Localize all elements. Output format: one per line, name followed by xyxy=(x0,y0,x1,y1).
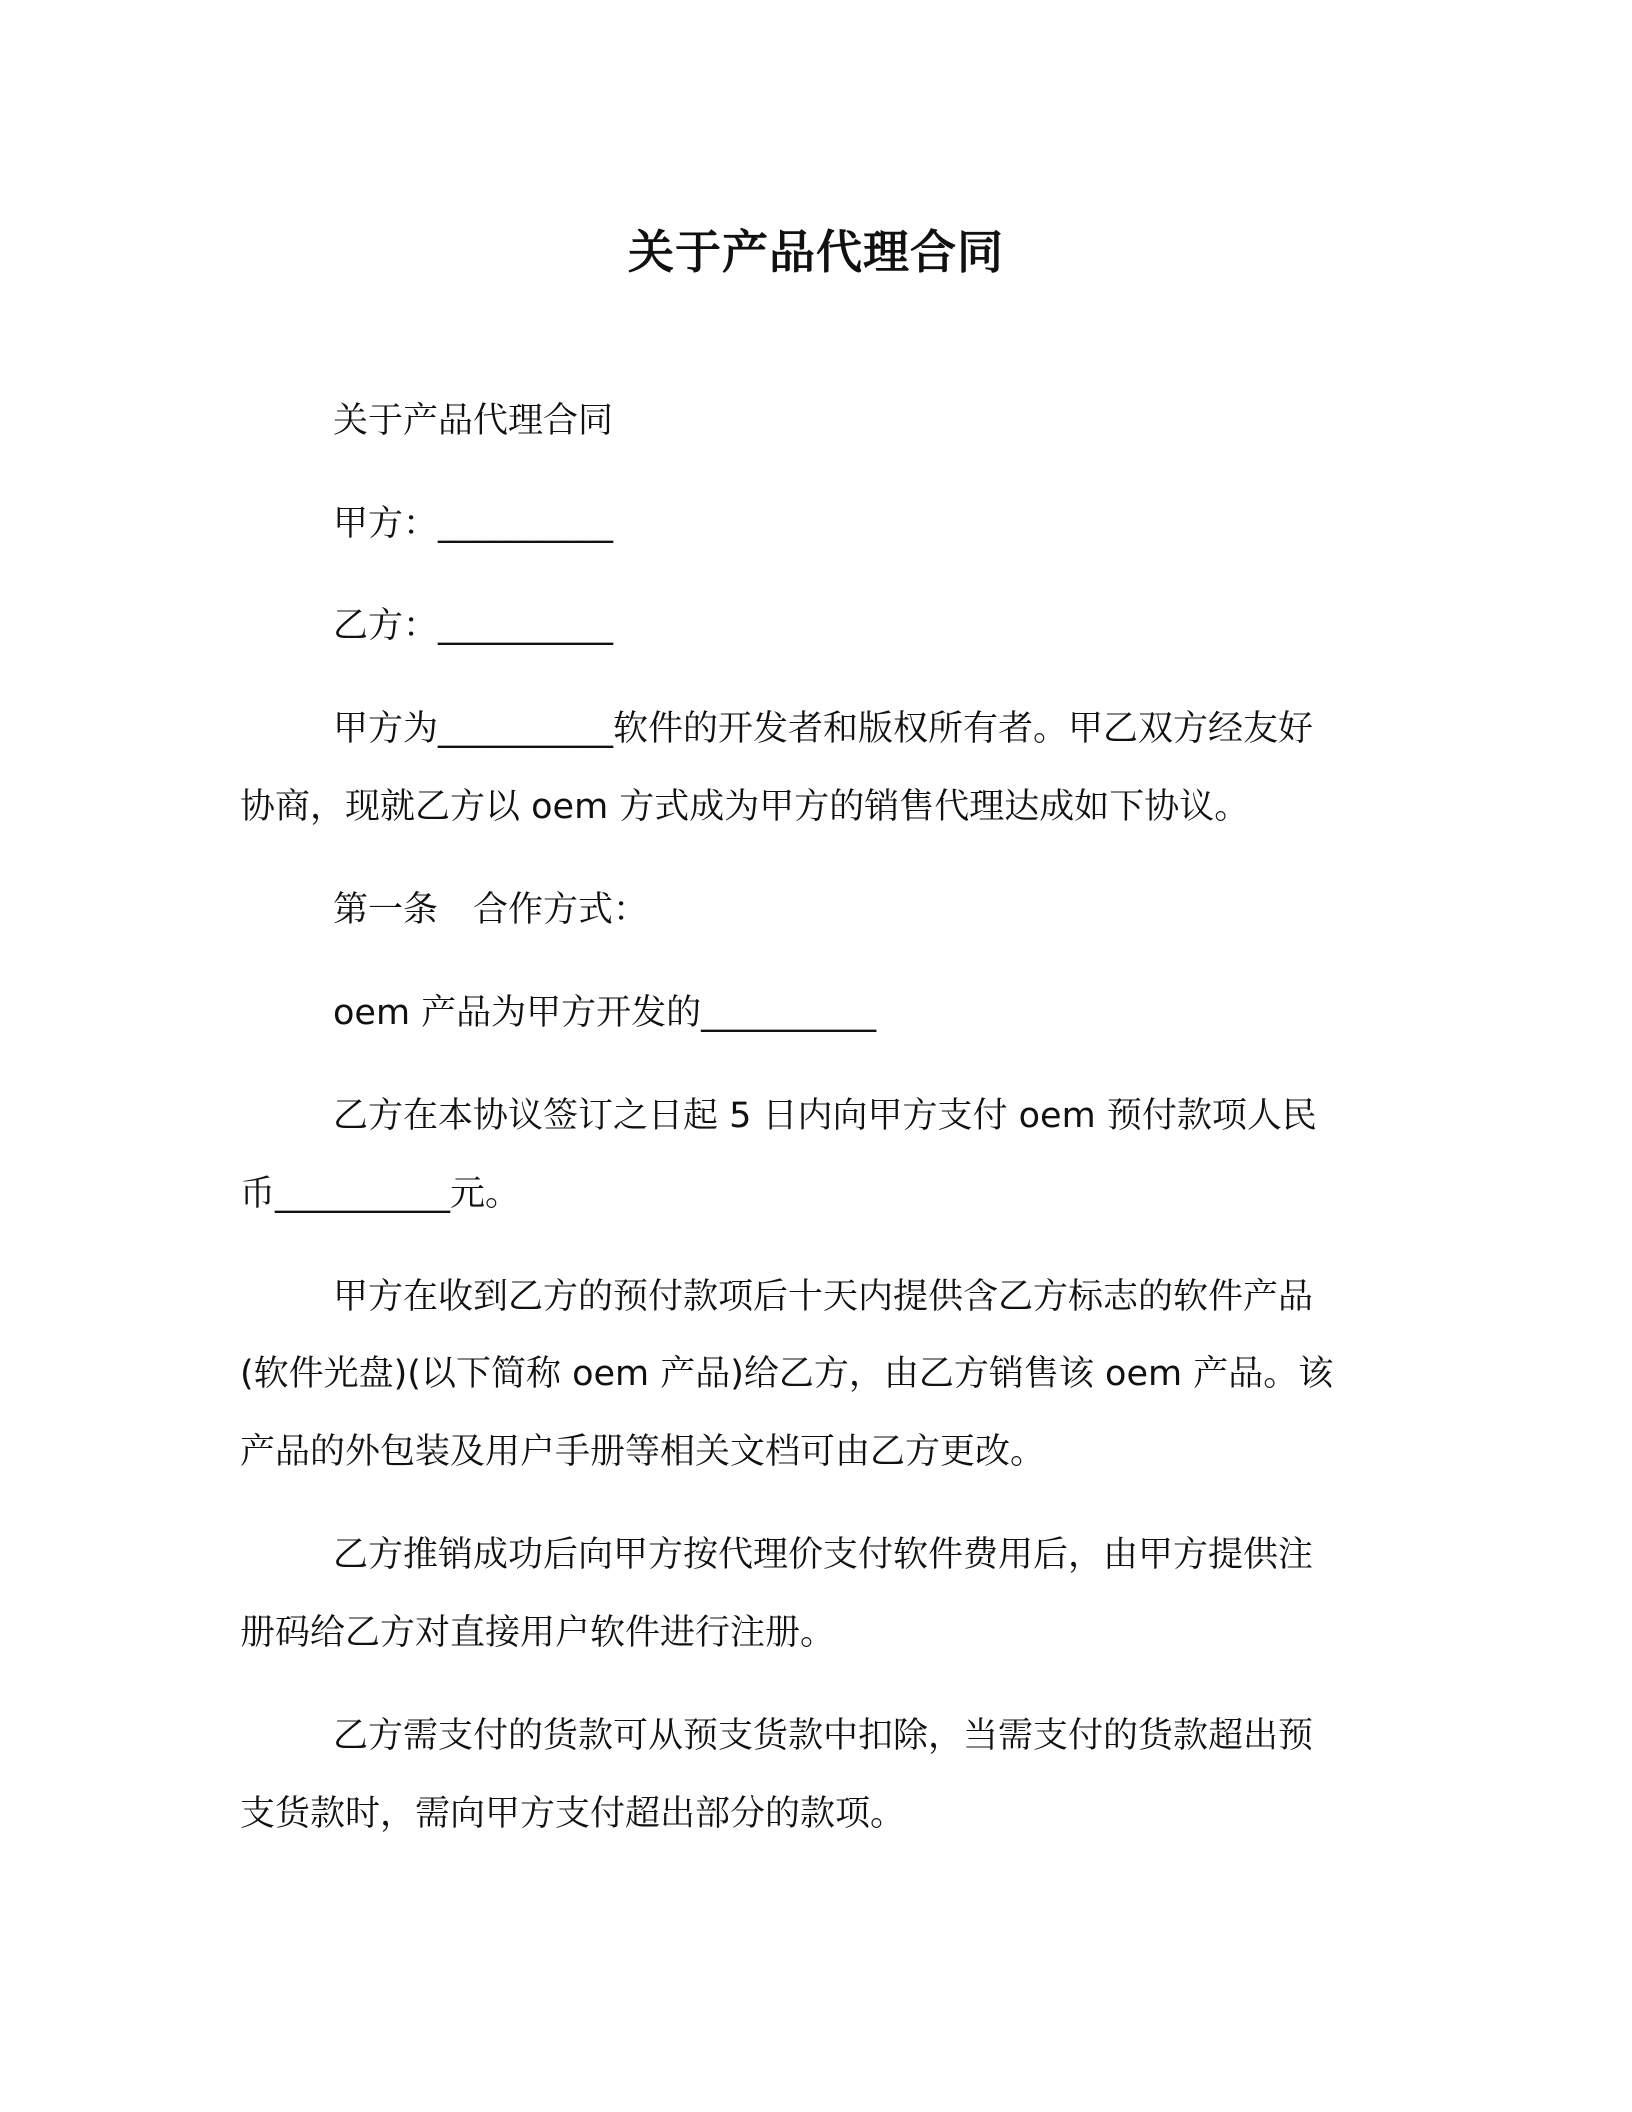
paragraph-line: (软件光盘)(以下简称 oem 产品)给乙方，由乙方销售该 oem 产品。该 xyxy=(240,1354,1334,1394)
subtitle-line: 关于产品代理合同 xyxy=(333,401,614,441)
paragraph-line: 乙方推销成功后向甲方按代理价支付软件费用后，由甲方提供注 xyxy=(333,1535,1314,1575)
paragraph-line: 支货款时，需向甲方支付超出部分的款项。 xyxy=(240,1794,906,1834)
paragraph-line: 协商，现就乙方以 oem 方式成为甲方的销售代理达成如下协议。 xyxy=(240,787,1250,827)
party-a-line: 甲方：__________ xyxy=(333,504,614,544)
paragraph-line: 甲方为__________软件的开发者和版权所有者。甲乙双方经友好 xyxy=(333,709,1314,749)
party-b-line: 乙方：__________ xyxy=(333,606,614,646)
paragraph-line: 产品的外包装及用户手册等相关文档可由乙方更改。 xyxy=(240,1432,1046,1472)
document-title: 关于产品代理合同 xyxy=(628,225,1004,279)
paragraph-line: 甲方在收到乙方的预付款项后十天内提供含乙方标志的软件产品 xyxy=(333,1277,1314,1317)
paragraph-line: 乙方需支付的货款可从预支货款中扣除，当需支付的货款超出预 xyxy=(333,1716,1314,1756)
paragraph-line: 册码给乙方对直接用户软件进行注册。 xyxy=(240,1613,836,1653)
paragraph-line: 币__________元。 xyxy=(240,1174,521,1214)
paragraph-line: 乙方在本协议签订之日起 5 日内向甲方支付 oem 预付款项人民 xyxy=(333,1096,1317,1136)
paragraph-line: oem 产品为甲方开发的__________ xyxy=(333,993,877,1033)
article-heading: 第一条 合作方式： xyxy=(333,890,649,930)
